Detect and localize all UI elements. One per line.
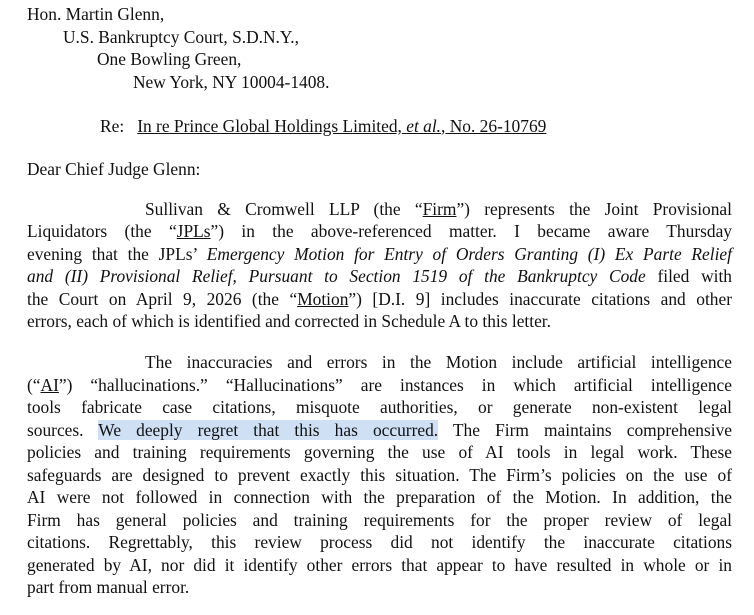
defined-term-firm: Firm <box>422 199 457 219</box>
para2-line-3: tools fabricate case citations, misquote authorities, or generate non-existent legal <box>27 397 732 417</box>
highlighted-text[interactable]: We deeply regret that this has occurred. <box>98 420 439 440</box>
para1-line-1: Sullivan & Cromwell LLP (the “Firm”) represents the Joint Provisional <box>145 199 732 219</box>
defined-term-jpls: JPLs <box>176 221 211 241</box>
salutation: Dear Chief Judge Glenn: <box>27 159 201 179</box>
re-line <box>100 116 546 136</box>
para2-line-7: AI were not followed in connection with the preparation of the Motion. In addition, the <box>27 487 732 507</box>
motion-title-part-2: and (II) Provisional Relief, Pursuant to Section 1519 of the Bankruptcy Code <box>27 266 646 286</box>
para1-line-4: and (II) Provisional Relief, Pursuant to Section 1519 of the Bankruptcy Code filed with <box>27 266 732 286</box>
para2-line-11: part from manual error. <box>27 577 190 597</box>
re-case-title <box>137 116 546 136</box>
re-case-name: In re Prince Global Holdings Limited, <box>137 116 402 136</box>
para2-line-9: citations. Regrettably, this review process did not identify the inaccurate citations <box>27 532 732 552</box>
para2-line-10: generated by AI, nor did it identify other errors that appear to have resulted in whole or in <box>27 555 732 575</box>
para1-line-5: the Court on April 9, 2026 (the “Motion”) [D.I. 9] includes inaccurate citations and other <box>27 289 732 309</box>
defined-term-motion: Motion <box>297 289 349 309</box>
para1-line-3: evening that the JPLs’ Emergency Motion for Entry of Orders Granting (I) Ex Parte Relief <box>27 244 732 264</box>
re-label: Re: <box>100 116 125 136</box>
address-line-4: New York, NY 10004-1408. <box>133 72 330 92</box>
re-case-number: , No. 26-10769 <box>441 116 547 136</box>
para2-line-1: The inaccuracies and errors in the Motion include artificial intelligence <box>145 352 732 372</box>
para1-line-2: Liquidators (the “JPLs”) in the above-referenced matter. I became aware Thursday <box>27 221 732 241</box>
para1-line-6: errors, each of which is identified and corrected in Schedule A to this letter. <box>27 311 551 331</box>
address-line-1: Hon. Martin Glenn, <box>27 4 165 24</box>
para2-line-6: safeguards are designed to prevent exactly this situation. The Firm’s policies on the use of <box>27 465 732 485</box>
motion-title-part-1: Emergency Motion for Entry of Orders Granting (I) Ex Parte Relief <box>206 244 732 264</box>
para2-line-4: sources. We deeply regret that this has occurred. The Firm maintains comprehensive <box>27 420 732 440</box>
address-line-3: One Bowling Green, <box>97 49 242 69</box>
para2-line-5: policies and training requirements governing the use of AI tools in legal work. These <box>27 442 732 462</box>
defined-term-ai: AI <box>40 375 59 395</box>
para2-line-8: Firm has general policies and training requirements for the proper review of legal <box>27 510 732 530</box>
address-line-2: U.S. Bankruptcy Court, S.D.N.Y., <box>63 27 299 47</box>
para2-line-2: (“AI”) “hallucinations.” “Hallucinations” are instances in which artificial intelligence <box>27 375 732 395</box>
re-et-al: et al. <box>406 116 442 136</box>
